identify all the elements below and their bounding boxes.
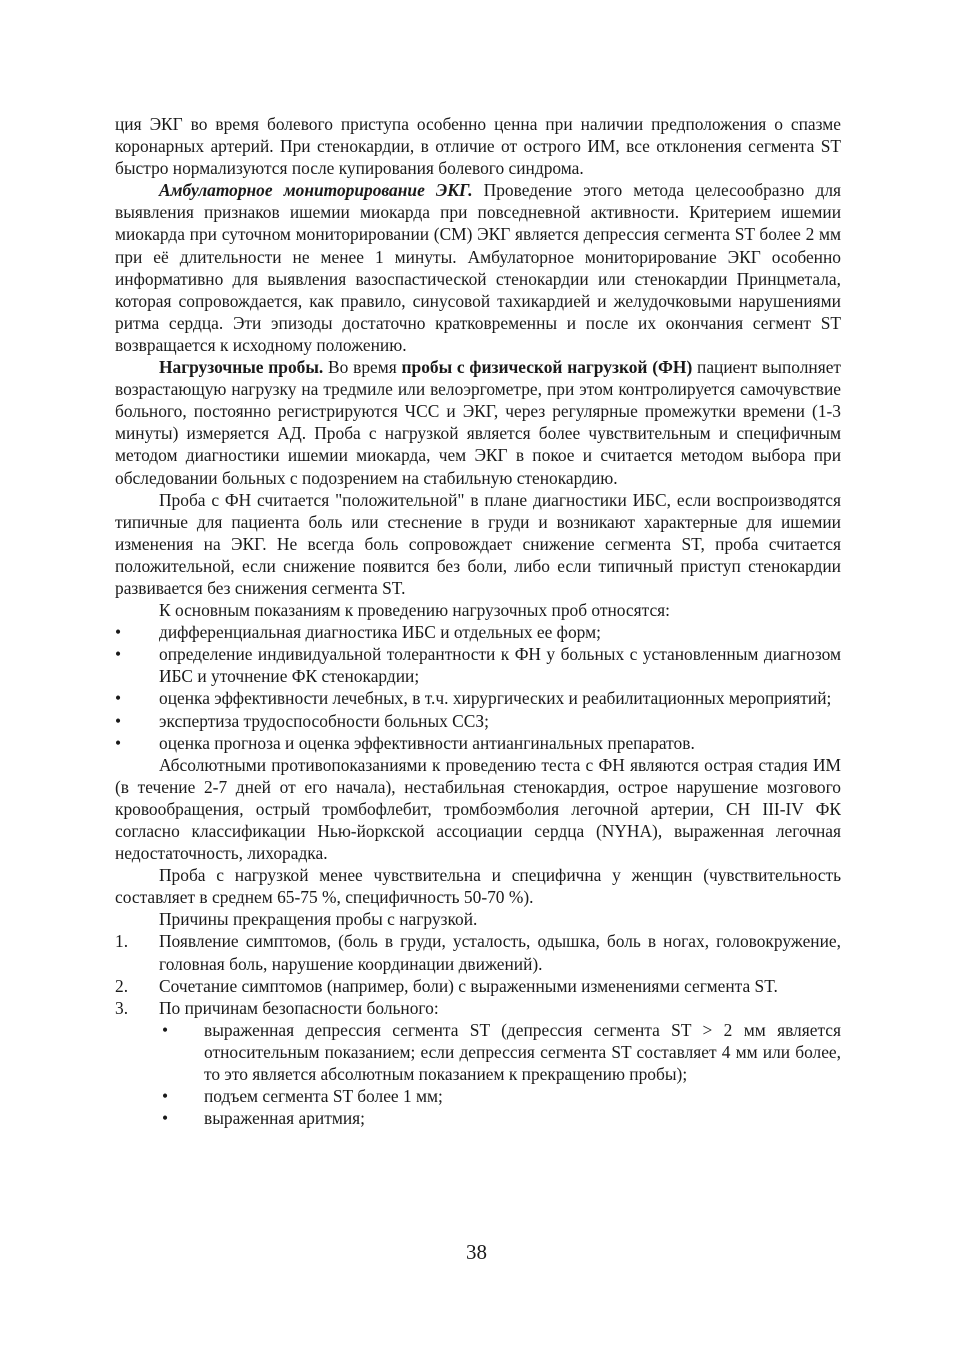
paragraph-termination-intro: Причины прекращения пробы с нагрузкой. bbox=[159, 909, 478, 930]
paragraph-text: Во время bbox=[323, 357, 402, 378]
list-item: • экспертиза трудоспособности больных ССЗ; bbox=[115, 710, 489, 731]
paragraph-text: пациент выполняет возрастающую нагрузку на тредмиле или велоэргометре, при этом контролируется самочувствие больного, постоянно регистрируются ЧСС и ЭКГ, через регулярные промежутки времени (1-3 минуты) измеряется АД. Проба с нагрузкой является более чувствительным и специфичным методом диагностики ишемии миокарда, чем ЭКГ в покое и считается методом выбора при обследовании больных с подозрением на стабильную стенокардию. bbox=[115, 357, 842, 488]
numbered-item: 1. Появление симптомов, (боль в груди, усталость, одышка, боль в ногах, головокружение, головная боль, нарушение координации движений). bbox=[115, 931, 841, 974]
paragraph-positive-test: Проба с ФН считается "положительной" в плане диагностики ИБС, если воспроизводятся типичные для пациента боль или стеснение в груди и возникают характерные для ишемии изменения на ЭКГ. Не всегда боль сопровождает снижение сегмента ST, проба считается положительной, если снижение появится без боли, либо если типичный приступ стенокардии развивается без снижения сегмента ST. bbox=[115, 489, 841, 598]
indications-list bbox=[115, 621, 841, 754]
item-number: 2. bbox=[115, 975, 129, 996]
bullet-marker: • bbox=[162, 1086, 169, 1107]
sub-list-item: • подъем сегмента ST более 1 мм; bbox=[162, 1086, 443, 1107]
paragraph-stress-tests bbox=[115, 356, 841, 489]
paragraph-text: Проведение этого метода целесообразно для выявления признаков ишемии миокарда при повседневной активности. Критерием ишемии миокарда при суточном мониторировании (СМ) ЭКГ является депрессия сегмента ST более 2 мм при её длительности не менее 1 минуты. Амбулаторное мониторирование ЭКГ особенно информативно для выявления вазоспастической стенокардии или стенокардии Принцметала, которая сопровождается, как правило, синусовой тахикардией и желудочковыми нарушениями ритма сердца. Эти эпизоды достаточно кратковременны и после их окончания сегмент ST возвращается к исходному положению. bbox=[115, 180, 841, 355]
sub-list-item: • выраженная аритмия; bbox=[162, 1108, 365, 1129]
list-item: • оценка прогноза и оценка эффективности антиангинальных препаратов. bbox=[115, 732, 695, 753]
paragraph-indications-intro: К основным показаниям к проведению нагрузочных проб относятся: bbox=[159, 600, 671, 621]
section-heading-ambulatory: Амбулаторное мониторирование ЭКГ. bbox=[159, 180, 473, 201]
page-number: 38 bbox=[466, 1240, 487, 1264]
bullet-marker: • bbox=[162, 1019, 169, 1040]
termination-reasons-list bbox=[115, 930, 841, 1018]
text-body bbox=[115, 113, 841, 1129]
item-number: 3. bbox=[115, 997, 129, 1018]
safety-reasons-list bbox=[115, 1019, 841, 1129]
bullet-marker: • bbox=[115, 688, 122, 709]
list-item: • оценка эффективности лечебных, в т.ч. хирургических и реабилитационных мероприятий; bbox=[115, 688, 832, 709]
bullet-marker: • bbox=[115, 732, 122, 753]
paragraph-ambulatory-monitoring bbox=[115, 179, 841, 356]
paragraph-women-sensitivity: Проба с нагрузкой менее чувствительна и специфична у женщин (чувствительность составляет в среднем 65-75 %, специфичность 50-70 %). bbox=[115, 865, 841, 908]
paragraph-contraindications: Абсолютными противопоказаниями к проведению теста с ФН являются острая стадия ИМ (в течение 2-7 дней от его начала), нестабильная стенокардия, острое нарушение мозгового кровообращения, острый тромбофлебит, тромбоэмболия легочной артерии, СН III-IV ФК согласно классификации Нью-йоркской ассоциации сердца (NYHA), выраженная легочная недостаточность, лихорадка. bbox=[115, 754, 841, 864]
bullet-marker: • bbox=[115, 622, 122, 643]
numbered-item: 3. По причинам безопасности больного: bbox=[115, 997, 439, 1018]
bullet-marker: • bbox=[115, 644, 122, 665]
list-item: • определение индивидуальной толерантности к ФН у больных с установленным диагнозом ИБС и уточнение ФК стенокардии; bbox=[115, 644, 841, 687]
item-number: 1. bbox=[115, 931, 129, 952]
sub-list-item: • выраженная депрессия сегмента ST (депрессия сегмента ST > 2 мм является относительным показанием; если депрессия сегмента ST составляет 4 мм или более, то это является абсолютным показанием к прекращению пробы); bbox=[162, 1019, 841, 1085]
bold-term-exercise-test: пробы с физической нагрузкой (ФН) bbox=[401, 357, 693, 378]
bullet-marker: • bbox=[115, 710, 122, 731]
list-item: • дифференциальная диагностика ИБС и отдельных ее форм; bbox=[115, 622, 601, 643]
paragraph-ecg-pain: ция ЭКГ во время болевого приступа особенно ценна при наличии предположения о спазме коронарных артерий. При стенокардии, в отличие от острого ИМ, все отклонения сегмента ST быстро нормализуются после купирования болевого синдрома. bbox=[115, 114, 841, 179]
bullet-marker: • bbox=[162, 1108, 169, 1129]
numbered-item: 2. Сочетание симптомов (например, боли) с выраженными изменениями сегмента ST. bbox=[115, 975, 778, 996]
section-heading-stress-tests: Нагрузочные пробы. bbox=[159, 357, 324, 378]
